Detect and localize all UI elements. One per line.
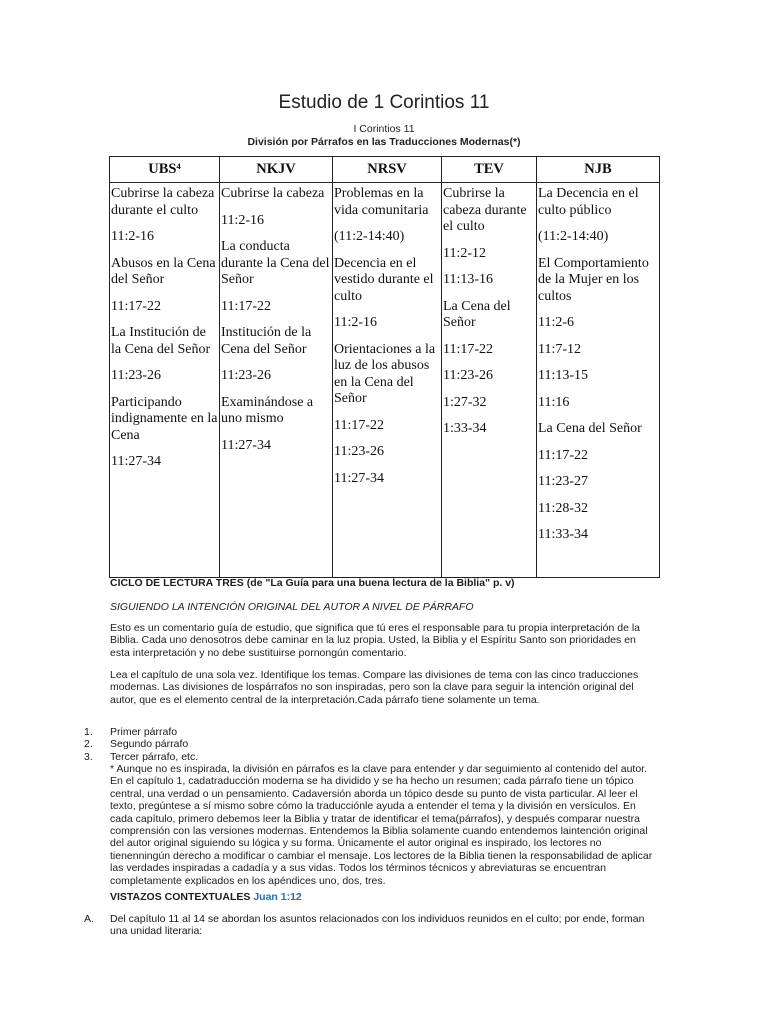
table-cell-entry: La Cena del Señor [443, 298, 511, 330]
table-cell-entry: La Institución de la Cena del Señor [111, 325, 211, 357]
table-cell-entry: Participando indignamente en la Cena [111, 394, 218, 443]
chapter-reference: I Corintios 11 [353, 123, 415, 135]
table-cell-entry: 11:33-34 [538, 527, 589, 542]
outline-text: Del capítulo 11 al 14 se abordan los asuntos relacionados con los individuos reunidos en el culto; por ende, forman una unidad literaria: [110, 913, 645, 938]
table-cell-entry: 11:17-22 [221, 298, 272, 314]
table-cell-entry: Cubrirse la cabeza [221, 186, 325, 201]
outline-item-a [84, 913, 658, 938]
list-item [84, 726, 658, 738]
list-number: 3. [84, 750, 93, 763]
table-cell-entry: 11:23-26 [221, 368, 272, 383]
table-cell-entry: (11:2-14:40) [538, 229, 609, 244]
table-cell-entry: Orientaciones a la luz de los abusos en la Cena del Señor [334, 341, 436, 406]
table-header-row [110, 157, 660, 183]
outline-letter: A. [84, 913, 94, 925]
table-cell-entry: 11:16 [538, 394, 570, 410]
table-cell-entry: 11:17-22 [334, 417, 385, 433]
table-cell-entry: 1:33-34 [443, 421, 487, 436]
table-cell-entry: 11:7-12 [538, 341, 582, 357]
table-cell-entry: 11:2-12 [443, 245, 487, 261]
table-cell-entry: 11:23-26 [334, 444, 385, 459]
table-cell-entry: El Comportamiento de la Mujer en los cultos [538, 255, 649, 304]
header-ubs: UBS⁴ [110, 157, 220, 183]
header-tev: TEV [442, 157, 537, 183]
header-nkjv: NKJV [220, 157, 333, 183]
table-cell-entry: 11:27-34 [221, 437, 272, 453]
document-title: Estudio de 1 Corintios 11 [278, 92, 490, 113]
table-cell-entry: Cubrirse la cabeza durante el culto [111, 186, 215, 218]
table-cell-entry: 11:2-16 [221, 212, 265, 228]
table-cell-entry: 11:23-27 [538, 474, 589, 489]
table-cell-entry: 11:2-16 [334, 315, 378, 330]
table-cell-entry: Problemas en la vida comunitaria [334, 186, 429, 218]
table-cell-entry: 1:27-32 [443, 394, 487, 410]
intro-paragraph: Esto es un comentario guía de estudio, que significa que tú eres el responsable para tu propia interpretación de la Biblia. Cada uno denosotros debe caminar en la luz propia. Usted, la Biblia y el Espíritu Santo son prioridades en esta interpretación y no debe sustituirse pornongún comentario. [110, 622, 641, 659]
list-item [84, 738, 658, 750]
table-cell-entry: 11:17-22 [443, 341, 494, 357]
header-nrsv: NRSV [333, 157, 442, 183]
list-text: Primer párrafo [110, 726, 178, 738]
table-cell-entry: 11:28-32 [538, 500, 589, 516]
table-cell-entry: Cubrirse la cabeza durante el culto [443, 186, 527, 234]
column-tev [442, 183, 537, 578]
table-cell-entry: 11:13-16 [443, 272, 494, 287]
translations-table [109, 156, 660, 578]
table-caption: División por Párrafos en las Traducciones Modernas(*) [247, 136, 521, 148]
table-cell-entry: 11:27-34 [334, 470, 385, 486]
siguiendo-heading: SIGUIENDO LA INTENCIÓN ORIGINAL DEL AUTOR A NIVEL DE PÁRRAFO [110, 601, 474, 613]
table-cell-entry: Abusos en la Cena del Señor [111, 255, 216, 287]
scripture-link[interactable]: Juan 1:12 [253, 891, 302, 903]
column-nkjv [220, 183, 333, 578]
vistazos-heading [110, 891, 658, 903]
table-cell-entry: Institución de la Cena del Señor [221, 325, 312, 357]
list-text: Segundo párrafo [110, 738, 189, 751]
instructions-paragraph: Lea el capítulo de una sola vez. Identifique los temas. Compare las divisiones de tema con las cinco traducciones modernas. Las divisiones de lospárrafos no son inspiradas, pero son la clave para seguir la intención original del autor, que es el elemento central de la interpretación.Cada párrafo tiene solamente un tema. [110, 669, 639, 706]
header-njb: NJB [537, 157, 660, 183]
table-row [110, 183, 660, 578]
paragraph-list [84, 726, 658, 763]
table-cell-entry: La Decencia en el culto público [538, 186, 639, 218]
footnote-paragraph: * Aunque no es inspirada, la división en párrafos es la clave para entender y dar seguimiento al contenido del autor. En el capítulo 1, cadatraducción moderna se ha dividido y se ha hecho un resumen; cada párrafo tiene un tópico central, una verdad o un pensamiento. Cadaversión aborda un tópico desde su punto de vista particular. Al leer el texto, pregúntese a sí mismo sobre cómo la traducciónle ayuda a entender el tema y la división en versículos. En cada capítulo, primero debemos leer la Biblia y tratar de identificar el tema(párrafos), y después comparar nuestra comprensión con las versiones modernas. Entendemos la Biblia solamente cuando entendemos laintención original del autor original siguiendo su lógica y su forma. Únicamente el autor original es inspirado, los lectores no tienenningún derecho a modificar o cambiar el mensaje. Los lectores de la Biblia tienen la responsabilidad de aplicar las verdades inspiradas a cadadía y a sus vidas. Todos los términos técnicos y abreviaturas se encuentran completamente explicados en los apéndices uno, dos, tres. [110, 763, 653, 887]
list-item [84, 751, 658, 763]
table-cell-entry: 11:27-34 [111, 454, 162, 469]
list-text: Tercer párrafo, etc. [110, 750, 199, 763]
list-number: 2. [84, 738, 93, 751]
list-number: 1. [84, 726, 93, 738]
table-cell-entry: 11:2-6 [538, 315, 575, 330]
table-cell-entry: 11:23-26 [111, 368, 162, 383]
vistazos-title: VISTAZOS CONTEXTUALES [110, 891, 251, 903]
column-ubs [110, 183, 220, 578]
column-nrsv [333, 183, 442, 578]
table-cell-entry: 11:2-16 [111, 229, 155, 244]
column-njb [537, 183, 660, 578]
table-cell-entry: La Cena del Señor [538, 421, 642, 436]
table-cell-entry: La conducta durante la Cena del Señor [221, 239, 330, 287]
table-cell-entry: 11:23-26 [443, 368, 494, 383]
table-cell-entry: 11:17-22 [538, 447, 589, 463]
table-cell-entry: 11:13-15 [538, 368, 589, 383]
table-cell-entry: (11:2-14:40) [334, 229, 405, 244]
table-cell-entry: Decencia en el vestido durante el culto [334, 255, 434, 304]
table-cell-entry: Examinándose a uno mismo [221, 394, 314, 426]
table-cell-entry: 11:17-22 [111, 298, 162, 314]
ciclo-heading: CICLO DE LECTURA TRES (de "La Guía para una buena lectura de la Biblia" p. v) [110, 577, 515, 589]
